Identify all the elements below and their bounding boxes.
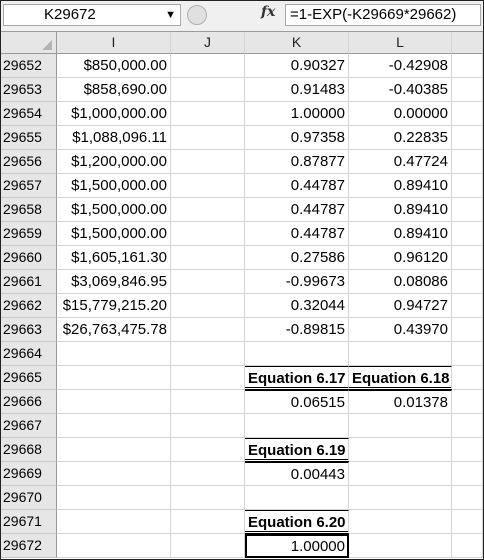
cell-l[interactable]: 0.00000 [349,102,452,126]
table-row [1,342,483,366]
cell-i[interactable]: $850,000.00 [57,54,171,78]
cell-j[interactable] [171,246,245,270]
row-header[interactable]: 29656 [1,150,57,174]
name-box-value: K29672 [44,6,96,23]
cell-j[interactable] [171,102,245,126]
cell-l[interactable]: 0.96120 [349,246,452,270]
cell-l[interactable]: Equation 6.18 [349,366,452,390]
cell-partial[interactable] [452,486,483,510]
cell-partial[interactable] [452,150,483,174]
cell-k[interactable]: -0.89815 [245,318,349,342]
cell-k[interactable]: 0.27586 [245,246,349,270]
cell-k[interactable]: -0.99673 [245,270,349,294]
cell-l[interactable]: 0.01378 [349,390,452,414]
row-header[interactable]: 29664 [1,342,57,366]
table-row [1,246,483,270]
cell-k[interactable]: 0.44787 [245,222,349,246]
table-row [1,510,483,534]
cell-k[interactable]: 0.44787 [245,174,349,198]
row-header[interactable]: 29670 [1,486,57,510]
formula-controls [187,4,283,26]
cell-k[interactable]: 1.00000 [245,534,349,558]
cell-l[interactable] [349,462,452,486]
cell-l[interactable] [349,534,452,558]
cell-partial[interactable] [452,78,483,102]
cell-j[interactable] [171,414,245,438]
name-box[interactable] [3,4,181,26]
select-all-icon [42,40,52,50]
cell-partial[interactable] [452,438,483,462]
cell-j[interactable] [171,78,245,102]
row-header[interactable]: 29669 [1,462,57,486]
cell-partial[interactable] [452,294,483,318]
cell-partial[interactable] [452,270,483,294]
row-header[interactable]: 29652 [1,54,57,78]
cell-partial[interactable] [452,414,483,438]
column-header-j[interactable]: J [171,32,245,54]
cell-j[interactable] [171,270,245,294]
cell-i[interactable] [57,462,171,486]
table-row [1,174,483,198]
row-header[interactable]: 29667 [1,414,57,438]
cell-j[interactable] [171,150,245,174]
cell-l[interactable]: 0.43970 [349,318,452,342]
cell-k[interactable]: 0.32044 [245,294,349,318]
row-header[interactable]: 29668 [1,438,57,462]
cell-l[interactable] [349,414,452,438]
row-header[interactable]: 29665 [1,366,57,390]
row-header[interactable]: 29660 [1,246,57,270]
cell-k[interactable]: 0.00443 [245,462,349,486]
cell-i[interactable]: $1,088,096.11 [57,126,171,150]
cell-partial[interactable] [452,222,483,246]
row-header[interactable]: 29659 [1,222,57,246]
cell-i[interactable] [57,438,171,462]
column-header-k[interactable]: K [245,32,349,54]
cell-l[interactable] [349,510,452,534]
row-header[interactable]: 29657 [1,174,57,198]
cell-k[interactable] [245,486,349,510]
row-header[interactable]: 29655 [1,126,57,150]
table-row [1,78,483,102]
cell-j[interactable] [171,126,245,150]
cell-i[interactable]: $1,500,000.00 [57,174,171,198]
cell-l[interactable]: 0.47724 [349,150,452,174]
table-row [1,438,483,462]
cell-k[interactable] [245,342,349,366]
cell-i[interactable]: $15,779,215.20 [57,294,171,318]
table-row [1,294,483,318]
chevron-down-icon[interactable]: ▼ [165,9,176,21]
row-header[interactable]: 29654 [1,102,57,126]
table-row [1,462,483,486]
cell-i[interactable] [57,366,171,390]
row-header[interactable]: 29663 [1,318,57,342]
cell-k[interactable]: 0.06515 [245,390,349,414]
cell-j[interactable] [171,342,245,366]
cell-i[interactable]: $1,000,000.00 [57,102,171,126]
table-row [1,54,483,78]
cell-partial[interactable] [452,54,483,78]
cell-k[interactable]: Equation 6.17 [245,366,349,390]
cell-l[interactable]: 0.89410 [349,198,452,222]
cell-k[interactable]: 0.97358 [245,126,349,150]
cell-l[interactable]: 0.08086 [349,270,452,294]
cell-i[interactable]: $1,605,161.30 [57,246,171,270]
row-header[interactable]: 29658 [1,198,57,222]
cell-j[interactable] [171,222,245,246]
table-row [1,150,483,174]
cell-l[interactable]: -0.40385 [349,78,452,102]
cell-partial[interactable] [452,342,483,366]
column-header-l[interactable]: L [349,32,452,54]
column-header-i[interactable]: I [57,32,171,54]
row-header[interactable]: 29661 [1,270,57,294]
cell-l[interactable]: 0.89410 [349,222,452,246]
table-row [1,102,483,126]
table-row [1,318,483,342]
table-row [1,126,483,150]
table-row [1,390,483,414]
sheet-grid [1,32,483,558]
cell-j[interactable] [171,174,245,198]
row-header[interactable]: 29653 [1,78,57,102]
cell-partial[interactable] [452,102,483,126]
cell-j[interactable] [171,54,245,78]
table-row [1,366,483,390]
cell-i[interactable] [57,534,171,558]
row-header[interactable]: 29666 [1,390,57,414]
insert-function-icon[interactable]: fx [261,4,276,20]
cell-i[interactable] [57,414,171,438]
cell-k[interactable]: 0.44787 [245,198,349,222]
table-row [1,486,483,510]
cell-j[interactable] [171,390,245,414]
row-header[interactable]: 29672 [1,534,57,558]
cell-i[interactable] [57,342,171,366]
cell-j[interactable] [171,366,245,390]
table-row [1,534,483,558]
cell-l[interactable] [349,438,452,462]
cell-j[interactable] [171,534,245,558]
cell-i[interactable]: $1,200,000.00 [57,150,171,174]
cell-i[interactable]: $858,690.00 [57,78,171,102]
cell-i[interactable]: $1,500,000.00 [57,198,171,222]
cell-k[interactable]: 0.90327 [245,54,349,78]
cell-i[interactable] [57,390,171,414]
cell-k[interactable]: Equation 6.20 [245,510,349,534]
column-header-row [1,32,483,54]
cell-j[interactable] [171,294,245,318]
splitter-handle-icon[interactable] [187,5,207,25]
cell-partial[interactable] [452,366,483,390]
cell-l[interactable]: 0.22835 [349,126,452,150]
cell-k[interactable]: 1.00000 [245,102,349,126]
cell-j[interactable] [171,318,245,342]
table-row [1,198,483,222]
cell-j[interactable] [171,198,245,222]
cell-j[interactable] [171,510,245,534]
row-header[interactable]: 29671 [1,510,57,534]
cell-l[interactable] [349,486,452,510]
cell-l[interactable]: 0.89410 [349,174,452,198]
cell-l[interactable]: 0.94727 [349,294,452,318]
table-row [1,414,483,438]
cell-k[interactable]: 0.91483 [245,78,349,102]
row-container [1,54,483,558]
row-header[interactable]: 29662 [1,294,57,318]
formula-input[interactable]: =1-EXP(-K29669*29662) [285,4,481,26]
cell-j[interactable] [171,462,245,486]
cell-partial[interactable] [452,390,483,414]
cell-k[interactable]: 0.87877 [245,150,349,174]
cell-l[interactable]: -0.42908 [349,54,452,78]
cell-k[interactable] [245,414,349,438]
cell-partial[interactable] [452,198,483,222]
cell-i[interactable] [57,510,171,534]
cell-partial[interactable] [452,174,483,198]
table-row [1,270,483,294]
cell-partial[interactable] [452,462,483,486]
cell-l[interactable] [349,342,452,366]
cell-k[interactable]: Equation 6.19 [245,438,349,462]
cell-partial[interactable] [452,246,483,270]
cell-partial[interactable] [452,126,483,150]
cell-i[interactable] [57,486,171,510]
cell-partial[interactable] [452,534,483,558]
cell-partial[interactable] [452,318,483,342]
cell-i[interactable]: $26,763,475.78 [57,318,171,342]
cell-i[interactable]: $3,069,846.95 [57,270,171,294]
formula-bar [1,1,483,32]
table-row [1,222,483,246]
select-all-corner[interactable] [1,32,57,54]
cell-j[interactable] [171,486,245,510]
cell-i[interactable]: $1,500,000.00 [57,222,171,246]
cell-partial[interactable] [452,510,483,534]
column-header-partial[interactable] [452,32,483,54]
cell-j[interactable] [171,438,245,462]
